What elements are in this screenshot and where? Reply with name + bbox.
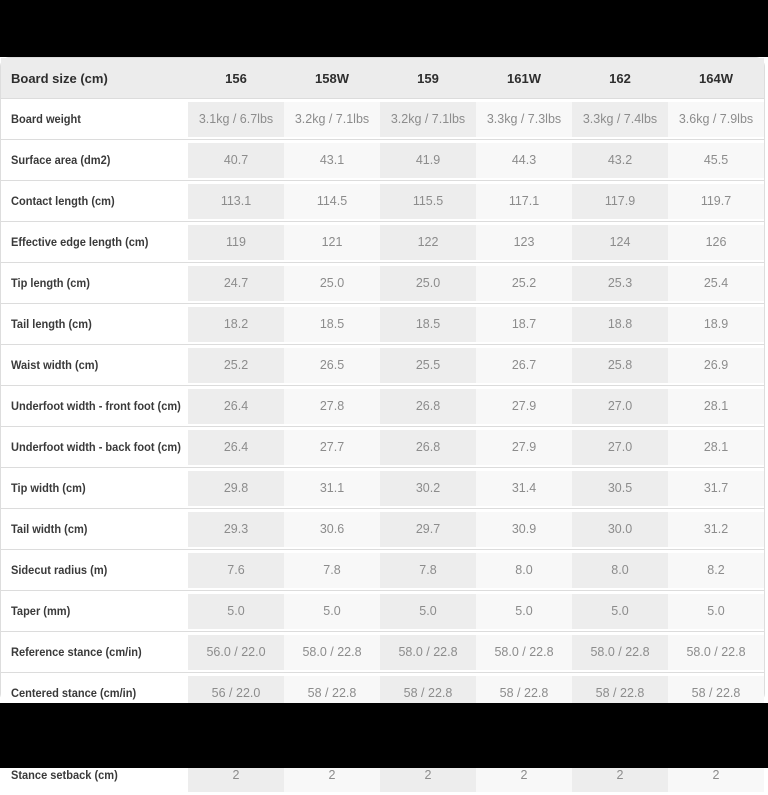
size-column-header: 159: [380, 58, 476, 99]
spec-value-cell: 3.6kg / 7.9lbs: [668, 99, 764, 140]
spec-value-cell: 119: [188, 222, 284, 263]
size-column-header: 158W: [284, 58, 380, 99]
spec-value-cell: 126: [668, 222, 764, 263]
spec-value-cell: 26.9: [668, 345, 764, 386]
spec-value-cell: 27.8: [284, 386, 380, 427]
spec-value-cell: 30.9: [476, 509, 572, 550]
bottom-black-bar: [0, 703, 768, 768]
spec-value-cell: 27.9: [476, 427, 572, 468]
row-label: [1, 427, 188, 468]
spec-value-cell: 115.5: [380, 181, 476, 222]
spec-value-cell: 27.7: [284, 427, 380, 468]
spec-value-cell: 58 / 22.8: [380, 673, 476, 714]
spec-value-cell: 3.1kg / 6.7lbs: [188, 99, 284, 140]
spec-value-cell: 31.4: [476, 468, 572, 509]
spec-value-cell: 117.1: [476, 181, 572, 222]
spec-value-cell: 25.5: [380, 345, 476, 386]
spec-value-cell: 58 / 22.8: [284, 673, 380, 714]
spec-value-cell: 5.0: [188, 591, 284, 632]
spec-value-cell: 7.6: [188, 550, 284, 591]
row-label-text: Board weight: [11, 112, 81, 126]
spec-value-cell: 30.6: [284, 509, 380, 550]
spec-value-cell: 30.0: [572, 509, 668, 550]
spec-value-cell: 2: [380, 755, 476, 795]
table-row: [1, 591, 764, 632]
spec-value-cell: 58 / 22.8: [668, 673, 764, 714]
row-label: [1, 468, 188, 509]
row-label-text: Sidecut radius (m): [11, 563, 107, 577]
spec-value-cell: 121: [284, 222, 380, 263]
spec-value-cell: 124: [572, 222, 668, 263]
spec-value-cell: 5.0: [476, 591, 572, 632]
spec-value-cell: 25.8: [572, 345, 668, 386]
row-label: [1, 181, 188, 222]
spec-value-cell: 27.0: [572, 386, 668, 427]
table-row: [1, 427, 764, 468]
spec-value-cell: 58.0 / 22.8: [476, 632, 572, 673]
spec-value-cell: 18.2: [188, 304, 284, 345]
spec-value-cell: 44.3: [476, 140, 572, 181]
row-label-text: Underfoot width - front foot (cm): [11, 399, 181, 413]
row-label-text: Reference stance (cm/in): [11, 645, 142, 659]
spec-value-cell: 41.9: [380, 140, 476, 181]
spec-value-cell: 26.8: [380, 427, 476, 468]
spec-value-cell: 43.2: [572, 140, 668, 181]
spec-value-cell: 25.4: [668, 263, 764, 304]
size-column-header: 162: [572, 58, 668, 99]
spec-value-cell: 18.5: [284, 304, 380, 345]
spec-value-cell: 26.4: [188, 427, 284, 468]
spec-value-cell: 56 / 22.0: [188, 673, 284, 714]
spec-value-cell: 113.1: [188, 181, 284, 222]
table-row: [1, 263, 764, 304]
row-label-text: Effective edge length (cm): [11, 235, 148, 249]
spec-value-cell: 58.0 / 22.8: [668, 632, 764, 673]
spec-table-head: [1, 58, 764, 99]
spec-value-cell: 5.0: [572, 591, 668, 632]
spec-value-cell: 2: [572, 755, 668, 795]
row-label-text: Centered stance (cm/in): [11, 686, 136, 700]
row-label: [1, 550, 188, 591]
table-row: [1, 509, 764, 550]
spec-value-cell: 3.2kg / 7.1lbs: [284, 99, 380, 140]
spec-value-cell: 29.7: [380, 509, 476, 550]
spec-value-cell: 31.2: [668, 509, 764, 550]
spec-table: [1, 58, 764, 795]
spec-value-cell: 30.5: [572, 468, 668, 509]
row-label-text: Tip length (cm): [11, 276, 90, 290]
spec-value-cell: 58.0 / 22.8: [572, 632, 668, 673]
row-label-text: Taper (mm): [11, 604, 70, 618]
spec-value-cell: 56.0 / 22.0: [188, 632, 284, 673]
spec-value-cell: 117.9: [572, 181, 668, 222]
row-label-text: Tip width (cm): [11, 481, 86, 495]
spec-value-cell: 28.1: [668, 386, 764, 427]
spec-value-cell: 25.0: [380, 263, 476, 304]
spec-table-body: [1, 99, 764, 795]
table-row: [1, 386, 764, 427]
row-label: [1, 386, 188, 427]
spec-value-cell: 18.5: [380, 304, 476, 345]
spec-value-cell: 26.4: [188, 386, 284, 427]
table-row: [1, 468, 764, 509]
spec-value-cell: 8.0: [476, 550, 572, 591]
header-row: [1, 58, 764, 99]
spec-value-cell: 18.8: [572, 304, 668, 345]
spec-value-cell: 8.0: [572, 550, 668, 591]
spec-value-cell: 119.7: [668, 181, 764, 222]
spec-value-cell: 26.8: [380, 386, 476, 427]
spec-value-cell: 45.5: [668, 140, 764, 181]
table-row: [1, 99, 764, 140]
table-row: [1, 222, 764, 263]
spec-value-cell: 18.9: [668, 304, 764, 345]
spec-value-cell: 25.2: [188, 345, 284, 386]
spec-value-cell: 25.0: [284, 263, 380, 304]
row-label: [1, 632, 188, 673]
spec-value-cell: 123: [476, 222, 572, 263]
spec-value-cell: 5.0: [668, 591, 764, 632]
row-label-text: Stance setback (cm): [11, 768, 118, 782]
row-label: [1, 99, 188, 140]
row-label-text: Tail width (cm): [11, 522, 87, 536]
row-label-text: Tail length (cm): [11, 317, 92, 331]
row-label: [1, 591, 188, 632]
spec-value-cell: 122: [380, 222, 476, 263]
row-label: [1, 304, 188, 345]
table-row: [1, 140, 764, 181]
spec-value-cell: 2: [476, 755, 572, 795]
table-row: [1, 550, 764, 591]
spec-value-cell: 3.3kg / 7.4lbs: [572, 99, 668, 140]
spec-value-cell: 30.2: [380, 468, 476, 509]
spec-value-cell: 26.7: [476, 345, 572, 386]
top-black-bar: [0, 0, 768, 57]
spec-value-cell: 26.5: [284, 345, 380, 386]
spec-value-cell: 18.7: [476, 304, 572, 345]
table-row: [1, 632, 764, 673]
table-row: [1, 345, 764, 386]
spec-value-cell: 2: [284, 755, 380, 795]
spec-value-cell: 29.3: [188, 509, 284, 550]
spec-value-cell: 31.7: [668, 468, 764, 509]
spec-value-cell: 2: [668, 755, 764, 795]
spec-value-cell: 58 / 22.8: [476, 673, 572, 714]
spec-value-cell: 2: [188, 755, 284, 795]
table-row: [1, 304, 764, 345]
spec-value-cell: 114.5: [284, 181, 380, 222]
spec-value-cell: 58 / 22.8: [572, 673, 668, 714]
spec-value-cell: 25.3: [572, 263, 668, 304]
row-label: [1, 509, 188, 550]
spec-value-cell: 31.1: [284, 468, 380, 509]
spec-value-cell: 58.0 / 22.8: [284, 632, 380, 673]
spec-value-cell: 27.9: [476, 386, 572, 427]
spec-value-cell: 5.0: [380, 591, 476, 632]
spec-table-container: [0, 57, 765, 703]
spec-value-cell: 58.0 / 22.8: [380, 632, 476, 673]
table-row: [1, 181, 764, 222]
spec-value-cell: 27.0: [572, 427, 668, 468]
spec-value-cell: 5.0: [284, 591, 380, 632]
spec-value-cell: 24.7: [188, 263, 284, 304]
board-size-header: Board size (cm): [1, 58, 188, 99]
row-label: [1, 222, 188, 263]
spec-value-cell: 3.2kg / 7.1lbs: [380, 99, 476, 140]
row-label-text: Waist width (cm): [11, 358, 98, 372]
spec-value-cell: 28.1: [668, 427, 764, 468]
row-label-text: Contact length (cm): [11, 194, 115, 208]
spec-value-cell: 3.3kg / 7.3lbs: [476, 99, 572, 140]
spec-value-cell: 29.8: [188, 468, 284, 509]
size-column-header: 164W: [668, 58, 764, 99]
spec-value-cell: 7.8: [380, 550, 476, 591]
row-label-text: Underfoot width - back foot (cm): [11, 440, 181, 454]
row-label-text: Surface area (dm2): [11, 153, 110, 167]
size-column-header: 156: [188, 58, 284, 99]
spec-value-cell: 7.8: [284, 550, 380, 591]
spec-value-cell: 25.2: [476, 263, 572, 304]
row-label: [1, 345, 188, 386]
spec-value-cell: 40.7: [188, 140, 284, 181]
size-column-header: 161W: [476, 58, 572, 99]
row-label: [1, 140, 188, 181]
spec-value-cell: 43.1: [284, 140, 380, 181]
row-label: [1, 263, 188, 304]
spec-value-cell: 8.2: [668, 550, 764, 591]
